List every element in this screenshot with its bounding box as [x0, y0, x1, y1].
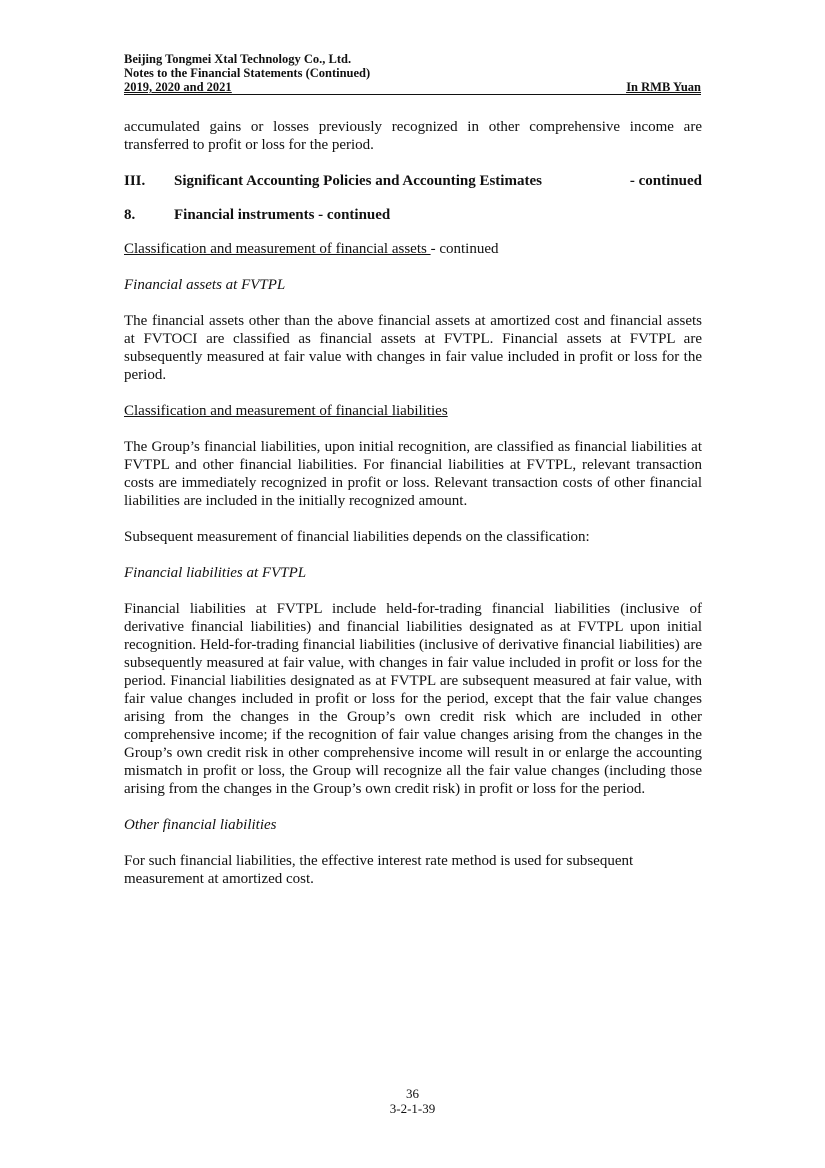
fvtpl-assets-paragraph: The financial assets other than the above financial assets at amortized cost and financial assets at FVTOCI are classified as financial assets at FVTPL. Financial assets at FVTPL are subsequently measured at fair value with changes in fair value included in profit or loss for the period.: [124, 313, 702, 383]
section-continued: - continued: [629, 173, 702, 189]
page-number: 36: [406, 1086, 419, 1101]
subsection-number: 8.: [124, 207, 136, 223]
section-title: Significant Accounting Policies and Accounting Estimates: [174, 173, 542, 189]
document-body: [124, 118, 702, 906]
subsection-heading: [124, 206, 702, 224]
currency-label: In RMB Yuan: [626, 80, 701, 94]
intro-paragraph: accumulated gains or losses previously recognized in other comprehensive income are transferred to profit or loss for the period.: [124, 119, 702, 153]
notes-title: Notes to the Financial Statements (Continued): [124, 66, 371, 80]
section-heading: [124, 172, 702, 190]
page-footer: [0, 1086, 825, 1116]
subsection-title: Financial instruments - continued: [174, 207, 391, 223]
other-liabilities-paragraph: For such financial liabilities, the effective interest rate method is used for subsequent measurement at amortized cost.: [124, 853, 634, 887]
fvtpl-liabilities-heading: Financial liabilities at FVTPL: [124, 565, 307, 581]
header-period-row: [124, 80, 701, 95]
assets-classification-suffix: - continued: [430, 241, 499, 257]
reporting-years: 2019, 2020 and 2021: [124, 80, 232, 94]
company-name: Beijing Tongmei Xtal Technology Co., Ltd.: [124, 52, 352, 66]
subsequent-measurement-paragraph: Subsequent measurement of financial liabilities depends on the classification:: [124, 529, 590, 545]
liabilities-initial-paragraph: The Group’s financial liabilities, upon initial recognition, are classified as financial liabilities at FVTPL and other financial liabilities. For financial liabilities at FVTPL, relevant transaction costs are immediately recognized in profit or loss. Relevant transaction costs of other financial liabilities are included in the initially recognized amount.: [124, 439, 702, 509]
liabilities-classification-underlined: Classification and measurement of financial liabilities: [124, 403, 448, 419]
liabilities-classification-heading: [124, 402, 702, 420]
fvtpl-liabilities-paragraph: Financial liabilities at FVTPL include held-for-trading financial liabilities (inclusive of derivative financial liabilities) and financial liabilities designated as at FVTPL upon initial recognition. Held-for-trading financial liabilities (inclusive of derivative financial liabilities) are subsequently measured at fair value, with changes in fair value included in profit or loss for the period. Financial liabilities designated as at FVTPL are subsequent measured at fair value, with fair value changes included in profit or loss for the period, except that the fair value changes arising from the changes in the Group’s own credit risk which are included in other comprehensive income; if the recognition of fair value changes arising from the changes in the Group’s own credit risk in other comprehensive income will result in or enlarge the accounting mismatch in profit or loss, the Group will recognize all the fair value changes (including those arising from the changes in the Group’s own credit risk) in profit or loss for the period.: [124, 601, 702, 797]
fvtpl-assets-heading: Financial assets at FVTPL: [124, 277, 286, 293]
page-reference: 3-2-1-39: [389, 1101, 436, 1116]
assets-classification-underlined: Classification and measurement of financial assets: [124, 241, 431, 257]
other-liabilities-heading: Other financial liabilities: [124, 817, 277, 833]
section-number: III.: [124, 173, 146, 189]
page-header: [124, 52, 701, 95]
assets-classification-heading: [124, 240, 702, 258]
